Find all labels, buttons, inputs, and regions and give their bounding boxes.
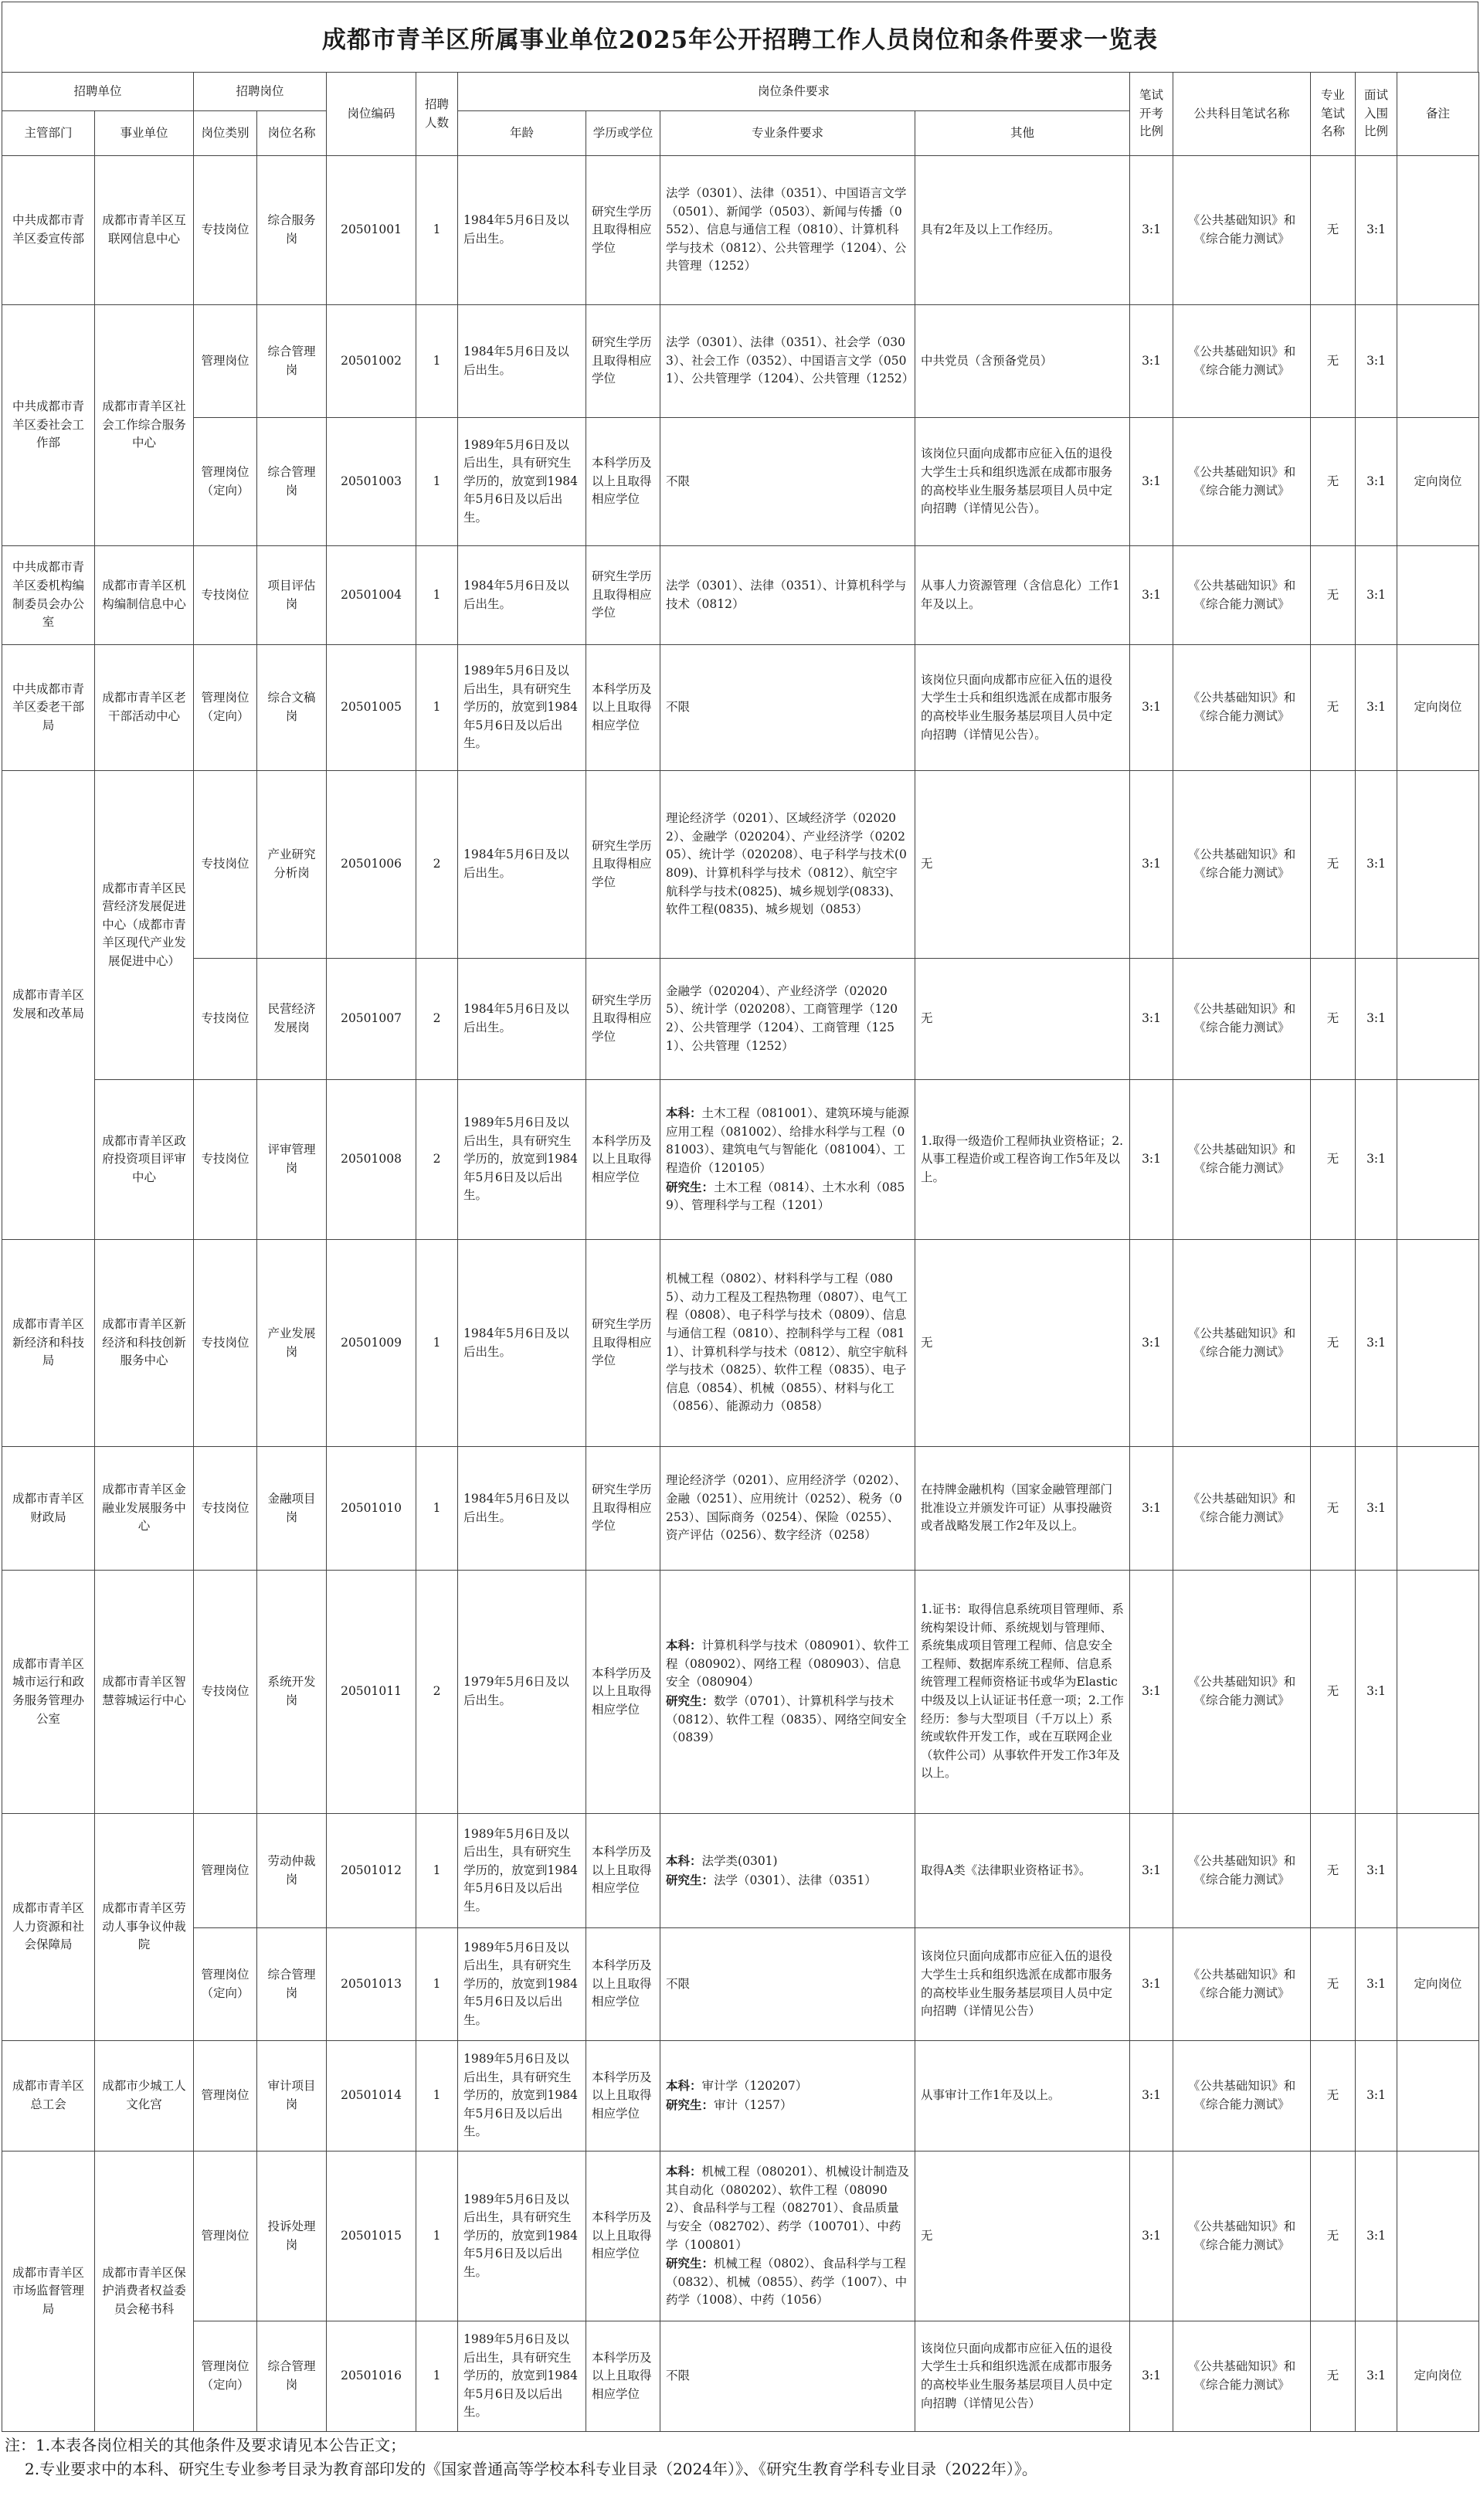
post-name-cell: 投诉处理岗 xyxy=(257,2152,327,2321)
major-exam-cell: 无 xyxy=(1311,1928,1356,2041)
major-undergrad: 审计学（120207） xyxy=(701,2079,808,2094)
table-row xyxy=(2,1571,1479,1814)
written-ratio-cell: 3:1 xyxy=(1130,1571,1173,1814)
post-type-cell: 管理岗位（定向） xyxy=(194,418,257,546)
major-cell: 机械工程（0802）、材料科学与工程（0805）、动力工程及工程热物理（0807）、电气工程（0808）、电子科学与技术（0809）、信息与通信工程（0810）、控制科学与工程（0811）、计算机科学与技术（0812）、航空宇航科学与技术（0825）、软件工程（0835）、电子信息（0854）、机械（0855）、材料与化工（0856）、能源动力（0858） xyxy=(660,1240,915,1447)
interview-ratio-cell: 3:1 xyxy=(1356,771,1397,959)
post-code-cell: 20501013 xyxy=(327,1928,416,2041)
footnote-2: 2.专业要求中的本科、研究生专业参考目录为教育部印发的《国家普通高等学校本科专业目录（2024年）》、《研究生教育学科专业目录（2022年）》。 xyxy=(25,2460,1037,2478)
post-name-cell: 系统开发岗 xyxy=(257,1571,327,1814)
public-subject-cell: 《公共基础知识》和《综合能力测试》 xyxy=(1173,1571,1311,1814)
age-cell: 1989年5月6日及以后出生，具有研究生学历的，放宽到1984年5月6日及以后出生。 xyxy=(458,2152,586,2321)
age-cell: 1984年5月6日及以后出生。 xyxy=(458,305,586,418)
written-ratio-cell: 3:1 xyxy=(1130,645,1173,771)
post-type-cell: 专技岗位 xyxy=(194,546,257,645)
public-subject-cell: 《公共基础知识》和《综合能力测试》 xyxy=(1173,1928,1311,2041)
education-cell: 本科学历及以上且取得相应学位 xyxy=(586,2041,660,2152)
header-post-code: 岗位编码 xyxy=(327,73,416,156)
table-row xyxy=(2,2321,1479,2432)
table-row xyxy=(2,1080,1479,1240)
remark-cell: 定向岗位 xyxy=(1397,645,1479,771)
public-subject-cell: 《公共基础知识》和《综合能力测试》 xyxy=(1173,418,1311,546)
post-name-cell: 评审管理岗 xyxy=(257,1080,327,1240)
major-cell xyxy=(660,1571,915,1814)
major-graduate: 数学（0701）、计算机科学与技术（0812）、软件工程（0835）、网络空间安全（0839） xyxy=(666,1694,907,1745)
header-major-written: 专业笔试名称 xyxy=(1311,73,1356,156)
header-public-subject: 公共科目笔试名称 xyxy=(1173,73,1311,156)
written-ratio-cell: 3:1 xyxy=(1130,959,1173,1080)
interview-ratio-cell: 3:1 xyxy=(1356,546,1397,645)
post-code-cell: 20501007 xyxy=(327,959,416,1080)
count-cell: 1 xyxy=(416,645,458,771)
post-code-cell: 20501004 xyxy=(327,546,416,645)
written-ratio-cell: 3:1 xyxy=(1130,2152,1173,2321)
public-subject-cell: 《公共基础知识》和《综合能力测试》 xyxy=(1173,2041,1311,2152)
education-cell: 研究生学历且取得相应学位 xyxy=(586,305,660,418)
post-type-cell: 专技岗位 xyxy=(194,1240,257,1447)
post-type-cell: 管理岗位（定向） xyxy=(194,645,257,771)
other-cell: 中共党员（含预备党员） xyxy=(915,305,1130,418)
age-cell: 1984年5月6日及以后出生。 xyxy=(458,771,586,959)
post-code-cell: 20501003 xyxy=(327,418,416,546)
count-cell: 2 xyxy=(416,959,458,1080)
education-cell: 研究生学历且取得相应学位 xyxy=(586,1240,660,1447)
unit-cell: 成都市青羊区劳动人事争议仲裁院 xyxy=(95,1814,194,2041)
header-age: 年龄 xyxy=(458,111,586,156)
age-cell: 1984年5月6日及以后出生。 xyxy=(458,959,586,1080)
major-cell: 理论经济学（0201）、应用经济学（0202）、金融（0251）、应用统计（0252）、税务（0253）、国际商务（0254）、保险（0255）、资产评估（0256）、数字经济（0258） xyxy=(660,1447,915,1571)
post-name-cell: 综合管理岗 xyxy=(257,1928,327,2041)
other-cell: 从事审计工作1年及以上。 xyxy=(915,2041,1130,2152)
major-label-undergrad: 本科： xyxy=(666,1105,702,1121)
post-type-cell: 专技岗位 xyxy=(194,1080,257,1240)
other-cell: 该岗位只面向成都市应征入伍的退役大学生士兵和组织选派在成都市服务的高校毕业生服务基层项目人员中定向招聘（详情见公告）。 xyxy=(915,645,1130,771)
post-type-cell: 管理岗位（定向） xyxy=(194,1928,257,2041)
header-post-name: 岗位名称 xyxy=(257,111,327,156)
written-ratio-cell: 3:1 xyxy=(1130,1447,1173,1571)
education-cell: 研究生学历且取得相应学位 xyxy=(586,546,660,645)
written-ratio-cell: 3:1 xyxy=(1130,546,1173,645)
post-name-cell: 综合管理岗 xyxy=(257,418,327,546)
count-cell: 1 xyxy=(416,2152,458,2321)
other-cell: 无 xyxy=(915,771,1130,959)
count-cell: 1 xyxy=(416,1240,458,1447)
footnote-1: 注：1.本表各岗位相关的其他条件及要求请见本公告正文； xyxy=(5,2436,406,2454)
post-name-cell: 民营经济发展岗 xyxy=(257,959,327,1080)
post-name-cell: 审计项目岗 xyxy=(257,2041,327,2152)
post-name-cell: 项目评估岗 xyxy=(257,546,327,645)
unit-cell: 成都市少城工人文化宫 xyxy=(95,2041,194,2152)
interview-ratio-cell: 3:1 xyxy=(1356,418,1397,546)
education-cell: 本科学历及以上且取得相应学位 xyxy=(586,2321,660,2432)
post-code-cell: 20501005 xyxy=(327,645,416,771)
post-type-cell: 管理岗位 xyxy=(194,305,257,418)
table-row xyxy=(2,1447,1479,1571)
major-exam-cell: 无 xyxy=(1311,546,1356,645)
dept-cell: 中共成都市青羊区委老干部局 xyxy=(2,645,95,771)
count-cell: 1 xyxy=(416,546,458,645)
table-row xyxy=(2,305,1479,418)
major-cell: 法学（0301）、法律（0351）、计算机科学与技术（0812） xyxy=(660,546,915,645)
post-code-cell: 20501015 xyxy=(327,2152,416,2321)
remark-cell xyxy=(1397,1240,1479,1447)
major-exam-cell: 无 xyxy=(1311,771,1356,959)
education-cell: 研究生学历且取得相应学位 xyxy=(586,959,660,1080)
recruitment-table xyxy=(2,72,1479,2432)
written-ratio-cell: 3:1 xyxy=(1130,1080,1173,1240)
remark-cell xyxy=(1397,1571,1479,1814)
major-undergrad: 计算机科学与技术（080901）、软件工程（080902）、网络工程（080903）、信息安全（080904） xyxy=(666,1639,909,1690)
major-graduate: 机械工程（0802）、食品科学与工程（0832）、机械（0855）、药学（1007）、中药学（1008）、中药（1056） xyxy=(666,2257,908,2308)
major-exam-cell: 无 xyxy=(1311,1571,1356,1814)
education-cell: 本科学历及以上且取得相应学位 xyxy=(586,2152,660,2321)
count-cell: 1 xyxy=(416,418,458,546)
major-cell xyxy=(660,1814,915,1928)
dept-cell: 中共成都市青羊区委机构编制委员会办公室 xyxy=(2,546,95,645)
count-cell: 1 xyxy=(416,1814,458,1928)
count-cell: 1 xyxy=(416,1928,458,2041)
header-written-ratio: 笔试开考比例 xyxy=(1130,73,1173,156)
major-exam-cell: 无 xyxy=(1311,2041,1356,2152)
dept-cell: 成都市青羊区人力资源和社会保障局 xyxy=(2,1814,95,2041)
major-label-undergrad: 本科： xyxy=(666,2164,702,2179)
remark-cell xyxy=(1397,959,1479,1080)
age-cell: 1984年5月6日及以后出生。 xyxy=(458,156,586,305)
education-cell: 本科学历及以上且取得相应学位 xyxy=(586,1571,660,1814)
count-cell: 1 xyxy=(416,305,458,418)
post-type-cell: 专技岗位 xyxy=(194,771,257,959)
count-cell: 1 xyxy=(416,1447,458,1571)
post-type-cell: 专技岗位 xyxy=(194,156,257,305)
interview-ratio-cell: 3:1 xyxy=(1356,305,1397,418)
interview-ratio-cell: 3:1 xyxy=(1356,1928,1397,2041)
major-cell: 不限 xyxy=(660,2321,915,2432)
age-cell: 1989年5月6日及以后出生，具有研究生学历的，放宽到1984年5月6日及以后出生。 xyxy=(458,2041,586,2152)
remark-cell: 定向岗位 xyxy=(1397,2321,1479,2432)
major-label-graduate: 研究生： xyxy=(666,1872,715,1887)
remark-cell xyxy=(1397,546,1479,645)
remark-cell xyxy=(1397,1447,1479,1571)
unit-cell: 成都市青羊区机构编制信息中心 xyxy=(95,546,194,645)
dept-cell: 成都市青羊区新经济和科技局 xyxy=(2,1240,95,1447)
major-label-graduate: 研究生： xyxy=(666,2097,715,2112)
post-type-cell: 管理岗位 xyxy=(194,2152,257,2321)
major-exam-cell: 无 xyxy=(1311,1814,1356,1928)
table-row xyxy=(2,771,1479,959)
major-label-graduate: 研究生： xyxy=(666,1693,715,1708)
interview-ratio-cell: 3:1 xyxy=(1356,1080,1397,1240)
dept-cell: 成都市青羊区发展和改革局 xyxy=(2,771,95,1240)
major-exam-cell: 无 xyxy=(1311,645,1356,771)
header-remarks: 备注 xyxy=(1397,73,1479,156)
major-undergrad: 土木工程（081001）、建筑环境与能源应用工程（081002）、给排水科学与工程（081003）、建筑电气与智能化（081004）、工程造价（120105） xyxy=(666,1106,909,1175)
major-cell xyxy=(660,1080,915,1240)
post-type-cell: 专技岗位 xyxy=(194,1447,257,1571)
written-ratio-cell: 3:1 xyxy=(1130,418,1173,546)
written-ratio-cell: 3:1 xyxy=(1130,305,1173,418)
header-other: 其他 xyxy=(915,111,1130,156)
other-cell: 取得A类《法律职业资格证书》。 xyxy=(915,1814,1130,1928)
major-label-undergrad: 本科： xyxy=(666,2078,702,2094)
major-graduate: 法学（0301）、法律（0351） xyxy=(714,1873,877,1887)
education-cell: 本科学历及以上且取得相应学位 xyxy=(586,1814,660,1928)
other-cell: 无 xyxy=(915,1240,1130,1447)
post-type-cell: 管理岗位（定向） xyxy=(194,2321,257,2432)
unit-cell: 成都市青羊区民营经济发展促进中心（成都市青羊区现代产业发展促进中心） xyxy=(95,771,194,1080)
count-cell: 2 xyxy=(416,1080,458,1240)
remark-cell xyxy=(1397,156,1479,305)
table-row xyxy=(2,1814,1479,1928)
written-ratio-cell: 3:1 xyxy=(1130,1240,1173,1447)
post-code-cell: 20501011 xyxy=(327,1571,416,1814)
major-label-undergrad: 本科： xyxy=(666,1638,702,1653)
major-exam-cell: 无 xyxy=(1311,1240,1356,1447)
count-cell: 2 xyxy=(416,771,458,959)
table-row xyxy=(2,645,1479,771)
unit-cell: 成都市青羊区金融业发展服务中心 xyxy=(95,1447,194,1571)
other-cell: 无 xyxy=(915,2152,1130,2321)
post-code-cell: 20501009 xyxy=(327,1240,416,1447)
unit-cell: 成都市青羊区政府投资项目评审中心 xyxy=(95,1080,194,1240)
dept-cell: 成都市青羊区城市运行和政务服务管理办公室 xyxy=(2,1571,95,1814)
table-row xyxy=(2,418,1479,546)
interview-ratio-cell: 3:1 xyxy=(1356,1447,1397,1571)
public-subject-cell: 《公共基础知识》和《综合能力测试》 xyxy=(1173,546,1311,645)
post-name-cell: 综合管理岗 xyxy=(257,2321,327,2432)
interview-ratio-cell: 3:1 xyxy=(1356,1240,1397,1447)
major-cell: 不限 xyxy=(660,1928,915,2041)
age-cell: 1989年5月6日及以后出生，具有研究生学历的，放宽到1984年5月6日及以后出生。 xyxy=(458,2321,586,2432)
table-row xyxy=(2,156,1479,305)
header-recruit-unit: 招聘单位 xyxy=(2,73,194,111)
major-exam-cell: 无 xyxy=(1311,2152,1356,2321)
age-cell: 1989年5月6日及以后出生，具有研究生学历的，放宽到1984年5月6日及以后出生。 xyxy=(458,1928,586,2041)
major-cell: 金融学（020204）、产业经济学（020205）、统计学（020208）、工商管理学（1202）、公共管理学（1204）、工商管理（1251）、公共管理（1252） xyxy=(660,959,915,1080)
major-undergrad: 机械工程（080201）、机械设计制造及其自动化（080202）、软件工程（080902）、食品科学与工程（082701）、食品质量与安全（082702）、药学（100701）、中药学（100801） xyxy=(666,2165,909,2252)
major-exam-cell: 无 xyxy=(1311,1447,1356,1571)
remark-cell: 定向岗位 xyxy=(1397,1928,1479,2041)
written-ratio-cell: 3:1 xyxy=(1130,156,1173,305)
remark-cell xyxy=(1397,771,1479,959)
public-subject-cell: 《公共基础知识》和《综合能力测试》 xyxy=(1173,645,1311,771)
unit-cell: 成都市青羊区老干部活动中心 xyxy=(95,645,194,771)
major-graduate: 土木工程（0814）、土木水利（0859）、管理科学与工程（1201） xyxy=(666,1180,905,1213)
post-code-cell: 20501014 xyxy=(327,2041,416,2152)
public-subject-cell: 《公共基础知识》和《综合能力测试》 xyxy=(1173,156,1311,305)
major-exam-cell: 无 xyxy=(1311,959,1356,1080)
major-undergrad: 法学类(0301) xyxy=(701,1853,778,1868)
public-subject-cell: 《公共基础知识》和《综合能力测试》 xyxy=(1173,2321,1311,2432)
education-cell: 本科学历及以上且取得相应学位 xyxy=(586,1080,660,1240)
major-cell: 法学（0301）、法律（0351）、中国语言文学（0501）、新闻学（0503）、新闻与传播（0552）、信息与通信工程（0810）、计算机科学与技术（0812）、公共管理学（1204）、公共管理（1252） xyxy=(660,156,915,305)
public-subject-cell: 《公共基础知识》和《综合能力测试》 xyxy=(1173,771,1311,959)
unit-cell: 成都市青羊区保护消费者权益委员会秘书科 xyxy=(95,2152,194,2432)
post-name-cell: 产业发展岗 xyxy=(257,1240,327,1447)
remark-cell: 定向岗位 xyxy=(1397,418,1479,546)
other-cell: 1.证书：取得信息系统项目管理师、系统构架设计师、系统规划与管理师、系统集成项目管理工程师、信息安全工程师、数据库系统工程师、信息系统管理工程师资格证书或华为Elastic中级及以上认证证书任意一项；2.工作经历：参与大型项目（千万以上）系统或软件开发工作，或在互联网企业（软件公司）从事软件开发工作3年及以上。 xyxy=(915,1571,1130,1814)
header-education: 学历或学位 xyxy=(586,111,660,156)
remark-cell xyxy=(1397,305,1479,418)
header-recruit-count: 招聘人数 xyxy=(416,73,458,156)
dept-cell: 成都市青羊区市场监督管理局 xyxy=(2,2152,95,2432)
header-row-1 xyxy=(2,73,1479,111)
other-cell: 该岗位只面向成都市应征入伍的退役大学生士兵和组织选派在成都市服务的高校毕业生服务基层项目人员中定向招聘（详情见公告）。 xyxy=(915,418,1130,546)
footnotes xyxy=(5,2433,1472,2481)
table-row xyxy=(2,1240,1479,1447)
major-cell xyxy=(660,2152,915,2321)
education-cell: 本科学历及以上且取得相应学位 xyxy=(586,1928,660,2041)
major-exam-cell: 无 xyxy=(1311,305,1356,418)
post-code-cell: 20501008 xyxy=(327,1080,416,1240)
title-box xyxy=(2,2,1478,73)
post-type-cell: 专技岗位 xyxy=(194,1571,257,1814)
remark-cell xyxy=(1397,1814,1479,1928)
table-row xyxy=(2,546,1479,645)
other-cell: 该岗位只面向成都市应征入伍的退役大学生士兵和组织选派在成都市服务的高校毕业生服务基层项目人员中定向招聘（详情见公告） xyxy=(915,2321,1130,2432)
dept-cell: 成都市青羊区财政局 xyxy=(2,1447,95,1571)
major-cell: 理论经济学（0201）、区域经济学（020202）、金融学（020204）、产业经济学（020205）、统计学（020208）、电子科学与技术(0809)、计算机科学与技术（0812）、航空宇航科学与技术(0825)、城乡规划学(0833)、软件工程(0835)、城乡规划（0853） xyxy=(660,771,915,959)
remark-cell xyxy=(1397,2152,1479,2321)
interview-ratio-cell: 3:1 xyxy=(1356,156,1397,305)
education-cell: 本科学历及以上且取得相应学位 xyxy=(586,418,660,546)
post-name-cell: 劳动仲裁岗 xyxy=(257,1814,327,1928)
written-ratio-cell: 3:1 xyxy=(1130,1814,1173,1928)
public-subject-cell: 《公共基础知识》和《综合能力测试》 xyxy=(1173,1814,1311,1928)
education-cell: 研究生学历且取得相应学位 xyxy=(586,1447,660,1571)
interview-ratio-cell: 3:1 xyxy=(1356,2041,1397,2152)
major-exam-cell: 无 xyxy=(1311,1080,1356,1240)
age-cell: 1984年5月6日及以后出生。 xyxy=(458,1240,586,1447)
education-cell: 研究生学历且取得相应学位 xyxy=(586,156,660,305)
public-subject-cell: 《公共基础知识》和《综合能力测试》 xyxy=(1173,305,1311,418)
post-code-cell: 20501010 xyxy=(327,1447,416,1571)
interview-ratio-cell: 3:1 xyxy=(1356,2321,1397,2432)
remark-cell xyxy=(1397,2041,1479,2152)
dept-cell: 中共成都市青羊区委宣传部 xyxy=(2,156,95,305)
header-recruit-post: 招聘岗位 xyxy=(194,73,327,111)
post-name-cell: 综合管理岗 xyxy=(257,305,327,418)
major-cell: 不限 xyxy=(660,418,915,546)
education-cell: 本科学历及以上且取得相应学位 xyxy=(586,645,660,771)
age-cell: 1989年5月6日及以后出生，具有研究生学历的，放宽到1984年5月6日及以后出生。 xyxy=(458,1814,586,1928)
major-exam-cell: 无 xyxy=(1311,2321,1356,2432)
other-cell: 1.取得一级造价工程师执业资格证；2.从事工程造价或工程咨询工作5年及以上。 xyxy=(915,1080,1130,1240)
major-cell: 法学（0301）、法律（0351）、社会学（0303）、社会工作（0352）、中国语言文学（0501）、公共管理学（1204）、公共管理（1252） xyxy=(660,305,915,418)
remark-cell xyxy=(1397,1080,1479,1240)
interview-ratio-cell: 3:1 xyxy=(1356,1814,1397,1928)
written-ratio-cell: 3:1 xyxy=(1130,2321,1173,2432)
unit-cell: 成都市青羊区社会工作综合服务中心 xyxy=(95,305,194,546)
post-name-cell: 金融项目岗 xyxy=(257,1447,327,1571)
written-ratio-cell: 3:1 xyxy=(1130,771,1173,959)
count-cell: 1 xyxy=(416,2041,458,2152)
post-code-cell: 20501001 xyxy=(327,156,416,305)
post-code-cell: 20501012 xyxy=(327,1814,416,1928)
header-post-requirements: 岗位条件要求 xyxy=(458,73,1130,111)
age-cell: 1984年5月6日及以后出生。 xyxy=(458,1447,586,1571)
dept-cell: 中共成都市青羊区委社会工作部 xyxy=(2,305,95,546)
table-row xyxy=(2,2041,1479,2152)
post-type-cell: 管理岗位 xyxy=(194,1814,257,1928)
major-exam-cell: 无 xyxy=(1311,156,1356,305)
major-graduate: 审计（1257） xyxy=(714,2098,793,2112)
count-cell: 1 xyxy=(416,2321,458,2432)
public-subject-cell: 《公共基础知识》和《综合能力测试》 xyxy=(1173,1080,1311,1240)
major-cell: 不限 xyxy=(660,645,915,771)
age-cell: 1989年5月6日及以后出生，具有研究生学历的，放宽到1984年5月6日及以后出生。 xyxy=(458,418,586,546)
major-exam-cell: 无 xyxy=(1311,418,1356,546)
table-row xyxy=(2,959,1479,1080)
interview-ratio-cell: 3:1 xyxy=(1356,645,1397,771)
age-cell: 1989年5月6日及以后出生，具有研究生学历的，放宽到1984年5月6日及以后出生。 xyxy=(458,1080,586,1240)
other-cell: 从事人力资源管理（含信息化）工作1年及以上。 xyxy=(915,546,1130,645)
age-cell: 1989年5月6日及以后出生，具有研究生学历的，放宽到1984年5月6日及以后出生。 xyxy=(458,645,586,771)
other-cell: 该岗位只面向成都市应征入伍的退役大学生士兵和组织选派在成都市服务的高校毕业生服务基层项目人员中定向招聘（详情见公告） xyxy=(915,1928,1130,2041)
header-unit: 事业单位 xyxy=(95,111,194,156)
age-cell: 1984年5月6日及以后出生。 xyxy=(458,546,586,645)
written-ratio-cell: 3:1 xyxy=(1130,2041,1173,2152)
post-type-cell: 管理岗位 xyxy=(194,2041,257,2152)
dept-cell: 成都市青羊区总工会 xyxy=(2,2041,95,2152)
major-label-undergrad: 本科： xyxy=(666,1853,702,1868)
public-subject-cell: 《公共基础知识》和《综合能力测试》 xyxy=(1173,959,1311,1080)
post-name-cell: 综合文稿岗 xyxy=(257,645,327,771)
table-row xyxy=(2,2152,1479,2321)
count-cell: 2 xyxy=(416,1571,458,1814)
public-subject-cell: 《公共基础知识》和《综合能力测试》 xyxy=(1173,1447,1311,1571)
header-post-type: 岗位类别 xyxy=(194,111,257,156)
other-cell: 具有2年及以上工作经历。 xyxy=(915,156,1130,305)
major-label-graduate: 研究生： xyxy=(666,1179,715,1194)
public-subject-cell: 《公共基础知识》和《综合能力测试》 xyxy=(1173,1240,1311,1447)
public-subject-cell: 《公共基础知识》和《综合能力测试》 xyxy=(1173,2152,1311,2321)
header-interview-ratio: 面试入围比例 xyxy=(1356,73,1397,156)
count-cell: 1 xyxy=(416,156,458,305)
interview-ratio-cell: 3:1 xyxy=(1356,2152,1397,2321)
header-major: 专业条件要求 xyxy=(660,111,915,156)
age-cell: 1979年5月6日及以后出生。 xyxy=(458,1571,586,1814)
interview-ratio-cell: 3:1 xyxy=(1356,959,1397,1080)
other-cell: 在持牌金融机构（国家金融管理部门批准设立并颁发许可证）从事投融资或者战略发展工作2年及以上。 xyxy=(915,1447,1130,1571)
interview-ratio-cell: 3:1 xyxy=(1356,1571,1397,1814)
unit-cell: 成都市青羊区智慧蓉城运行中心 xyxy=(95,1571,194,1814)
other-cell: 无 xyxy=(915,959,1130,1080)
post-code-cell: 20501016 xyxy=(327,2321,416,2432)
major-cell xyxy=(660,2041,915,2152)
post-name-cell: 产业研究分析岗 xyxy=(257,771,327,959)
table-row xyxy=(2,1928,1479,2041)
post-code-cell: 20501006 xyxy=(327,771,416,959)
unit-cell: 成都市青羊区新经济和科技创新服务中心 xyxy=(95,1240,194,1447)
post-name-cell: 综合服务岗 xyxy=(257,156,327,305)
education-cell: 研究生学历且取得相应学位 xyxy=(586,771,660,959)
major-label-graduate: 研究生： xyxy=(666,2256,715,2271)
header-dept: 主管部门 xyxy=(2,111,95,156)
page-title: 成都市青羊区所属事业单位2025年公开招聘工作人员岗位和条件要求一览表 xyxy=(321,25,1159,54)
unit-cell: 成都市青羊区互联网信息中心 xyxy=(95,156,194,305)
post-code-cell: 20501002 xyxy=(327,305,416,418)
written-ratio-cell: 3:1 xyxy=(1130,1928,1173,2041)
post-type-cell: 专技岗位 xyxy=(194,959,257,1080)
